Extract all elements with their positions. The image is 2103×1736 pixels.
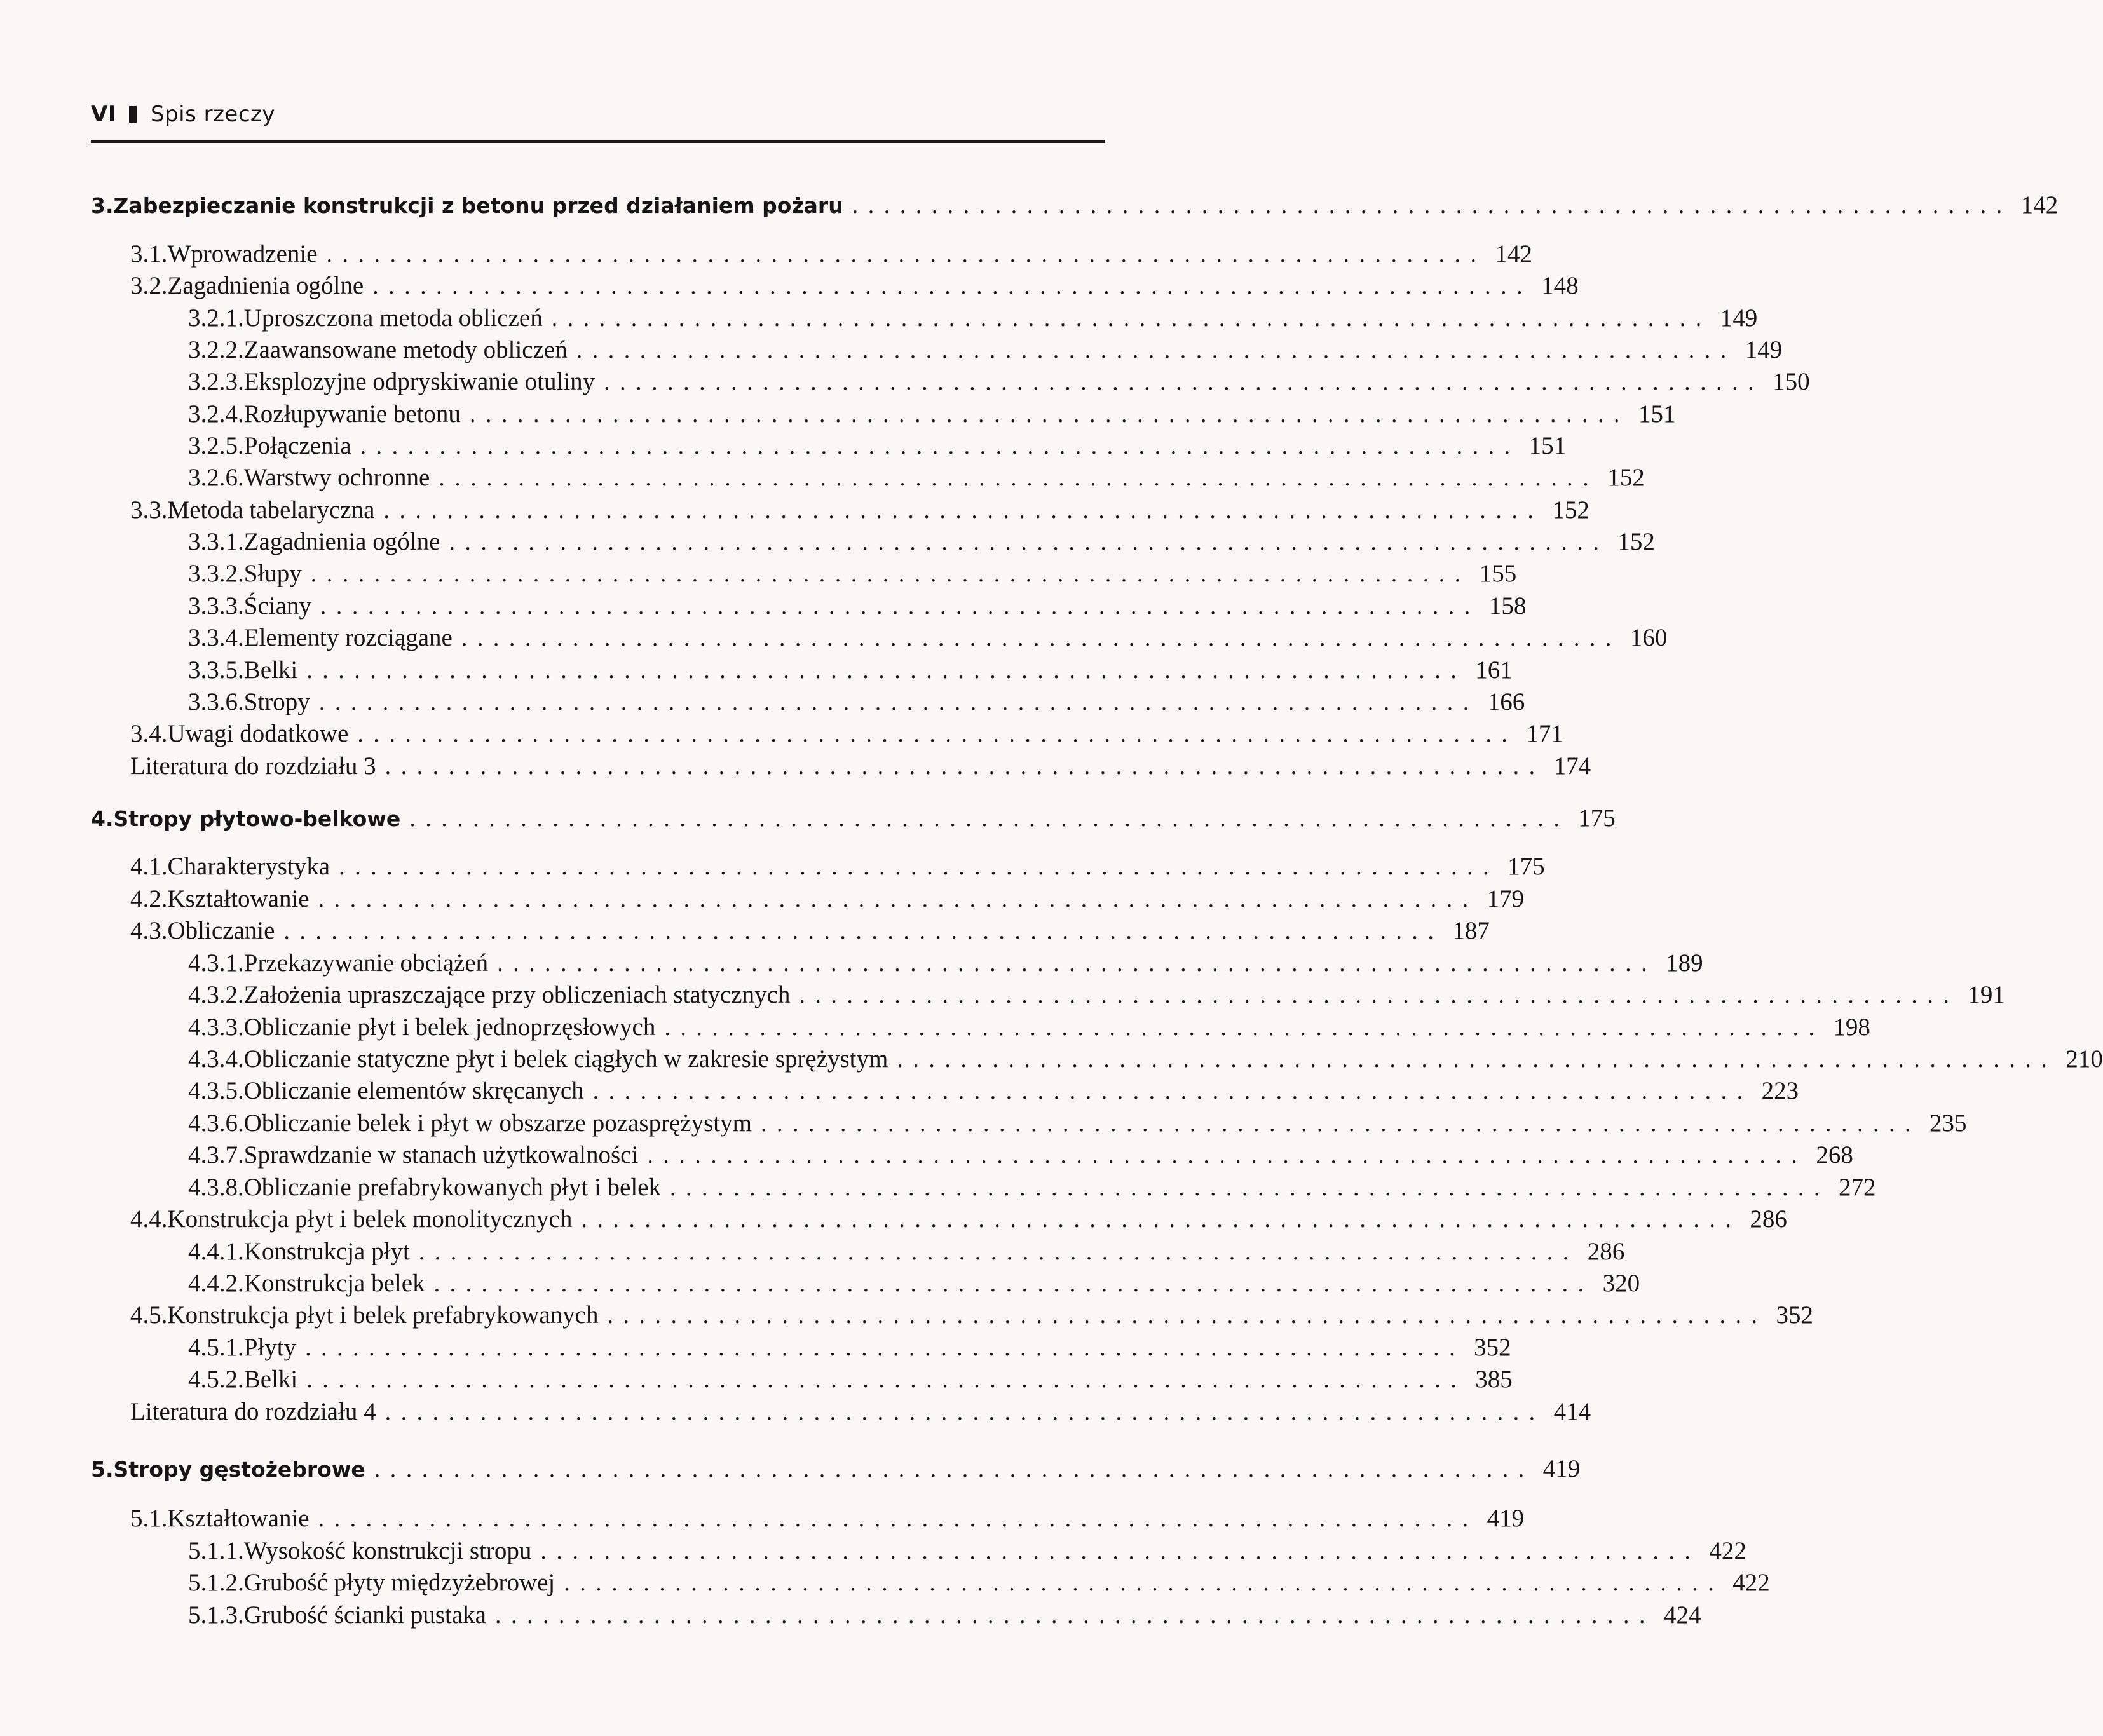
toc-page: 320 <box>1602 1270 1640 1297</box>
toc-number: 4.3.2. <box>188 981 244 1008</box>
dot-leader: ......................................................................... <box>318 689 1479 715</box>
toc-title: Stropy <box>243 688 310 715</box>
toc-title: Belki <box>243 1366 298 1393</box>
dot-leader: ......................................................................... <box>283 918 1444 944</box>
toc-title: Płyty <box>243 1334 297 1361</box>
dot-leader: ......................................................................... <box>326 241 1487 268</box>
toc-page: 424 <box>1664 1601 1701 1629</box>
dot-leader: ......................................................................... <box>409 805 1570 832</box>
toc-page: 286 <box>1750 1205 1787 1233</box>
dot-leader: ......................................................................... <box>592 1078 1753 1104</box>
toc-number: 4.5.1. <box>188 1334 244 1361</box>
toc-title: Obliczanie płyt i belek jednoprzęsłowych <box>243 1014 656 1041</box>
toc-number: 3.2.2. <box>188 336 244 363</box>
toc-title: Rozłupywanie betonu <box>243 400 461 428</box>
toc-page: 152 <box>1617 528 1655 555</box>
toc-number: 4.5.2. <box>188 1366 244 1393</box>
toc-title: Grubość płyty międzyżebrowej <box>243 1569 555 1596</box>
toc-page: 223 <box>1761 1077 1799 1104</box>
toc-page: 152 <box>1607 464 1645 491</box>
toc-number: 3.2.5. <box>188 432 244 459</box>
toc-entry-3-3-1 <box>188 527 1655 560</box>
dot-leader: ......................................................................... <box>647 1142 1807 1169</box>
toc-entry-4-4-2 <box>188 1269 1640 1302</box>
toc-number: 4.1. <box>130 853 168 880</box>
header-rule <box>91 140 1105 143</box>
toc-page: 419 <box>1487 1505 1525 1532</box>
toc-page: 161 <box>1475 656 1513 684</box>
dot-leader: ......................................................................... <box>564 1570 1724 1596</box>
dot-leader: ......................................................................... <box>385 1399 1545 1425</box>
toc-entry-4-2 <box>130 885 1525 918</box>
toc-title: Połączenia <box>243 432 351 459</box>
toc-page: 149 <box>1745 336 1783 363</box>
toc-number: 4.2. <box>130 885 168 912</box>
toc-page: 166 <box>1487 688 1525 715</box>
dot-leader: ......................................................................... <box>310 560 1471 587</box>
toc-title: Konstrukcja belek <box>243 1270 425 1297</box>
toc-entry-literature-3 <box>130 752 1591 785</box>
toc-page: 268 <box>1816 1141 1853 1169</box>
toc-page: 198 <box>1833 1014 1870 1041</box>
dot-leader: ......................................................................... <box>852 192 2012 219</box>
toc-title: Stropy płytowo-belkowe <box>113 806 401 831</box>
toc-entry-3-2-6 <box>188 463 1645 496</box>
toc-entry-3-4 <box>130 719 1563 752</box>
toc-number: 3.2.3. <box>188 368 244 395</box>
dot-leader: ......................................................................... <box>607 1302 1767 1329</box>
toc-number: 5.1.2. <box>188 1569 244 1596</box>
toc-page: 149 <box>1720 304 1758 332</box>
toc-page: 189 <box>1666 949 1703 977</box>
toc-entry-3-3-4 <box>188 623 1668 656</box>
dot-leader: ......................................................................... <box>897 1046 2057 1073</box>
toc-number: 5. <box>91 1457 114 1482</box>
toc-title: Kształtowanie <box>167 1505 310 1532</box>
toc-page: 151 <box>1528 432 1567 459</box>
toc-title: Sprawdzanie w stanach użytkowalności <box>243 1141 639 1169</box>
toc-number: 3.3.5. <box>188 656 244 684</box>
toc-title: Stropy gęstożebrowe <box>113 1457 365 1482</box>
dot-leader: ......................................................................... <box>469 401 1630 428</box>
toc-entry-3-3-3 <box>188 592 1527 625</box>
dot-leader: ......................................................................... <box>604 369 1764 395</box>
toc-title: Elementy rozciągane <box>243 624 453 651</box>
toc-title: Metoda tabelaryczna <box>167 496 375 524</box>
toc-entry-4-5-1 <box>188 1333 1511 1366</box>
toc-page: 152 <box>1552 496 1589 524</box>
toc-number: 4.5. <box>130 1301 168 1329</box>
toc-chapter-4 <box>91 804 1616 837</box>
toc-page: 171 <box>1526 720 1563 747</box>
toc-number: 4. <box>91 806 114 831</box>
toc-chapter-5 <box>91 1455 1581 1488</box>
toc-page: 187 <box>1452 917 1490 944</box>
toc-title: Obliczanie prefabrykowanych płyt i belek <box>243 1174 661 1201</box>
toc-entry-3-1 <box>130 240 1533 273</box>
toc-page: 272 <box>1839 1174 1876 1201</box>
dot-leader: ......................................................................... <box>670 1174 1830 1201</box>
toc-title: Założenia upraszczające przy obliczeniach statycznych <box>243 981 791 1008</box>
dot-leader: ......................................................................... <box>439 465 1599 491</box>
dot-leader: ......................................................................... <box>576 337 1736 363</box>
toc-entry-3-2-4 <box>188 400 1676 433</box>
toc-title: Konstrukcja płyt <box>243 1238 410 1265</box>
toc-page: 422 <box>1709 1537 1746 1564</box>
toc-number: 3.3.1. <box>188 528 244 555</box>
toc-number: 4.3.1. <box>188 949 244 977</box>
toc-title: Warstwy ochronne <box>243 464 430 491</box>
toc-entry-4-3 <box>130 916 1490 949</box>
toc-entry-4-3-4 <box>188 1045 2103 1078</box>
toc-page: 235 <box>1929 1109 1967 1137</box>
dot-leader: ......................................................................... <box>360 433 1520 459</box>
dot-leader: ......................................................................... <box>799 982 1959 1008</box>
toc-entry-4-4-1 <box>188 1237 1625 1270</box>
dot-leader: ......................................................................... <box>497 950 1657 977</box>
toc-entry-5-1-3 <box>188 1601 1701 1634</box>
toc-page: 160 <box>1630 624 1668 651</box>
toc-title: Konstrukcja płyt i belek prefabrykowanych <box>167 1301 599 1329</box>
toc-page: 174 <box>1553 752 1591 780</box>
toc-title: Konstrukcja płyt i belek monolitycznych <box>167 1205 573 1233</box>
toc-number: 4.3.5. <box>188 1077 244 1104</box>
toc-number: 3.2.6. <box>188 464 244 491</box>
dot-leader: ......................................................................... <box>760 1110 1921 1137</box>
dot-leader: ......................................................................... <box>372 273 1533 299</box>
toc-entry-4-3-1 <box>188 949 1703 982</box>
toc-title: Zabezpieczanie konstrukcji z betonu przed działaniem pożaru <box>113 193 843 218</box>
toc-number: 3.3.2. <box>188 560 244 587</box>
toc-number: 4.3.3. <box>188 1014 244 1041</box>
toc-chapter-3 <box>91 191 2059 224</box>
toc-number: 3.3.4. <box>188 624 244 651</box>
dot-leader: ......................................................................... <box>306 1366 1467 1393</box>
toc-title: Obliczanie elementów skręcanych <box>243 1077 584 1104</box>
toc-title: Uproszczona metoda obliczeń <box>243 304 543 332</box>
toc-title: Charakterystyka <box>167 853 330 880</box>
dot-leader: ......................................................................... <box>357 721 1518 747</box>
toc-entry-5-1 <box>130 1504 1525 1537</box>
toc-page: 150 <box>1773 368 1810 395</box>
toc-number: 4.3. <box>130 917 168 944</box>
toc-title: Uwagi dodatkowe <box>167 720 349 747</box>
toc-number: 3. <box>91 193 114 218</box>
toc-page: 142 <box>2020 191 2059 219</box>
toc-number: 3.4. <box>130 720 168 747</box>
toc-number: 4.3.7. <box>188 1141 244 1169</box>
toc-page: 151 <box>1638 400 1676 428</box>
toc-entry-3-3-6 <box>188 688 1525 721</box>
toc-entry-4-3-3 <box>188 1013 1870 1046</box>
toc-entry-4-3-8 <box>188 1173 1876 1206</box>
toc-title: Eksplozyjne odpryskiwanie otuliny <box>243 368 596 395</box>
toc-page: 155 <box>1479 560 1517 587</box>
toc-entry-3-2 <box>130 271 1579 304</box>
toc-number: 4.3.8. <box>188 1174 244 1201</box>
toc-number: 3.2.4. <box>188 400 244 428</box>
header-section-title: Spis rzeczy <box>150 102 276 127</box>
dot-leader: ......................................................................... <box>418 1238 1579 1265</box>
header-page-number: VI <box>91 102 116 127</box>
toc-page: 142 <box>1495 240 1533 268</box>
toc-entry-4-1 <box>130 852 1545 885</box>
toc-title: Obliczanie statyczne płyt i belek ciągłych w zakresie sprężystym <box>243 1045 888 1073</box>
toc-number: 3.3.6. <box>188 688 244 715</box>
toc-title: Literatura do rozdziału 3 <box>130 752 376 780</box>
running-header <box>91 102 275 127</box>
toc-number: 4.4.1. <box>188 1238 244 1265</box>
dot-leader: ......................................................................... <box>551 305 1712 332</box>
toc-number: 4.3.4. <box>188 1045 244 1073</box>
toc-title: Kształtowanie <box>167 885 310 912</box>
toc-page: 175 <box>1507 853 1545 880</box>
dot-leader: ......................................................................... <box>495 1602 1655 1629</box>
toc-entry-4-3-5 <box>188 1076 1799 1109</box>
dot-leader: ......................................................................... <box>306 657 1467 684</box>
dot-leader: ......................................................................... <box>305 1334 1466 1361</box>
dot-leader: ......................................................................... <box>433 1270 1594 1297</box>
toc-page: 352 <box>1474 1334 1511 1361</box>
toc-page: 179 <box>1487 885 1525 912</box>
toc-title: Literatura do rozdziału 4 <box>130 1398 376 1425</box>
toc-entry-literature-4 <box>130 1397 1591 1430</box>
dot-leader: ......................................................................... <box>320 593 1480 620</box>
toc-entry-3-2-2 <box>188 336 1783 369</box>
dot-leader: ......................................................................... <box>385 753 1545 780</box>
toc-title: Zagadnienia ogólne <box>243 528 440 555</box>
toc-page: 385 <box>1475 1366 1513 1393</box>
dot-leader: ......................................................................... <box>374 1456 1534 1482</box>
toc-title: Przekazywanie obciążeń <box>243 949 489 977</box>
toc-number: 5.1.3. <box>188 1601 244 1629</box>
toc-number: 4.4. <box>130 1205 168 1233</box>
toc-page: 414 <box>1553 1398 1591 1425</box>
toc-number: 5.1.1. <box>188 1537 244 1564</box>
dot-leader: ......................................................................... <box>664 1014 1825 1041</box>
toc-number: 4.4.2. <box>188 1270 244 1297</box>
toc-entry-4-3-2 <box>188 980 2005 1014</box>
dot-leader: ......................................................................... <box>449 529 1609 555</box>
toc-entry-4-3-6 <box>188 1109 1967 1142</box>
toc-entry-4-3-7 <box>188 1141 1853 1174</box>
toc-number: 3.1. <box>130 240 168 268</box>
toc-page: 286 <box>1587 1238 1625 1265</box>
toc-number: 4.3.6. <box>188 1109 244 1137</box>
toc-page: 148 <box>1541 272 1579 299</box>
toc-page: 158 <box>1488 592 1527 620</box>
toc-page: 210 <box>2066 1045 2103 1073</box>
toc-title: Zagadnienia ogólne <box>167 272 364 299</box>
toc-entry-5-1-1 <box>188 1536 1746 1570</box>
toc-number: 3.2. <box>130 272 168 299</box>
dot-leader: ......................................................................... <box>461 625 1621 651</box>
toc-entry-4-4 <box>130 1205 1787 1238</box>
toc-entry-3-3-5 <box>188 656 1513 689</box>
toc-title: Wprowadzenie <box>167 240 318 268</box>
dot-leader: ......................................................................... <box>540 1538 1701 1564</box>
toc-entry-4-5 <box>130 1301 1813 1334</box>
toc-number: 3.3. <box>130 496 168 524</box>
toc-entry-3-2-1 <box>188 304 1758 337</box>
toc-entry-3-3-2 <box>188 559 1517 592</box>
toc-title: Belki <box>243 656 298 684</box>
toc-entry-3-3 <box>130 496 1589 529</box>
toc-entry-4-5-2 <box>188 1365 1513 1398</box>
dot-leader: ......................................................................... <box>581 1206 1741 1233</box>
toc-entry-3-2-5 <box>188 431 1567 465</box>
toc-page: 191 <box>1968 981 2005 1008</box>
toc-page: 422 <box>1732 1569 1770 1596</box>
toc-title: Obliczanie <box>167 917 275 944</box>
toc-number: 3.3.3. <box>188 592 244 620</box>
toc-title: Ściany <box>243 592 311 620</box>
toc-title: Zaawansowane metody obliczeń <box>243 336 568 363</box>
dot-leader: ......................................................................... <box>318 1505 1478 1532</box>
toc-title: Grubość ścianki pustaka <box>243 1601 486 1629</box>
toc-title: Wysokość konstrukcji stropu <box>243 1537 532 1564</box>
dot-leader: ......................................................................... <box>383 497 1544 524</box>
toc-page: 419 <box>1542 1455 1581 1482</box>
toc-entry-3-2-3 <box>188 367 1810 400</box>
toc-title: Słupy <box>243 560 302 587</box>
toc-page: 352 <box>1776 1301 1813 1329</box>
toc-entry-5-1-2 <box>188 1568 1770 1601</box>
dot-leader: ......................................................................... <box>339 853 1499 880</box>
square-bullet-icon <box>129 106 137 123</box>
dot-leader: ......................................................................... <box>318 886 1478 912</box>
toc-page: 175 <box>1578 804 1616 832</box>
toc-title: Obliczanie belek i płyt w obszarze pozasprężystym <box>243 1109 752 1137</box>
toc-number: 3.2.1. <box>188 304 244 332</box>
toc-number: 5.1. <box>130 1505 168 1532</box>
